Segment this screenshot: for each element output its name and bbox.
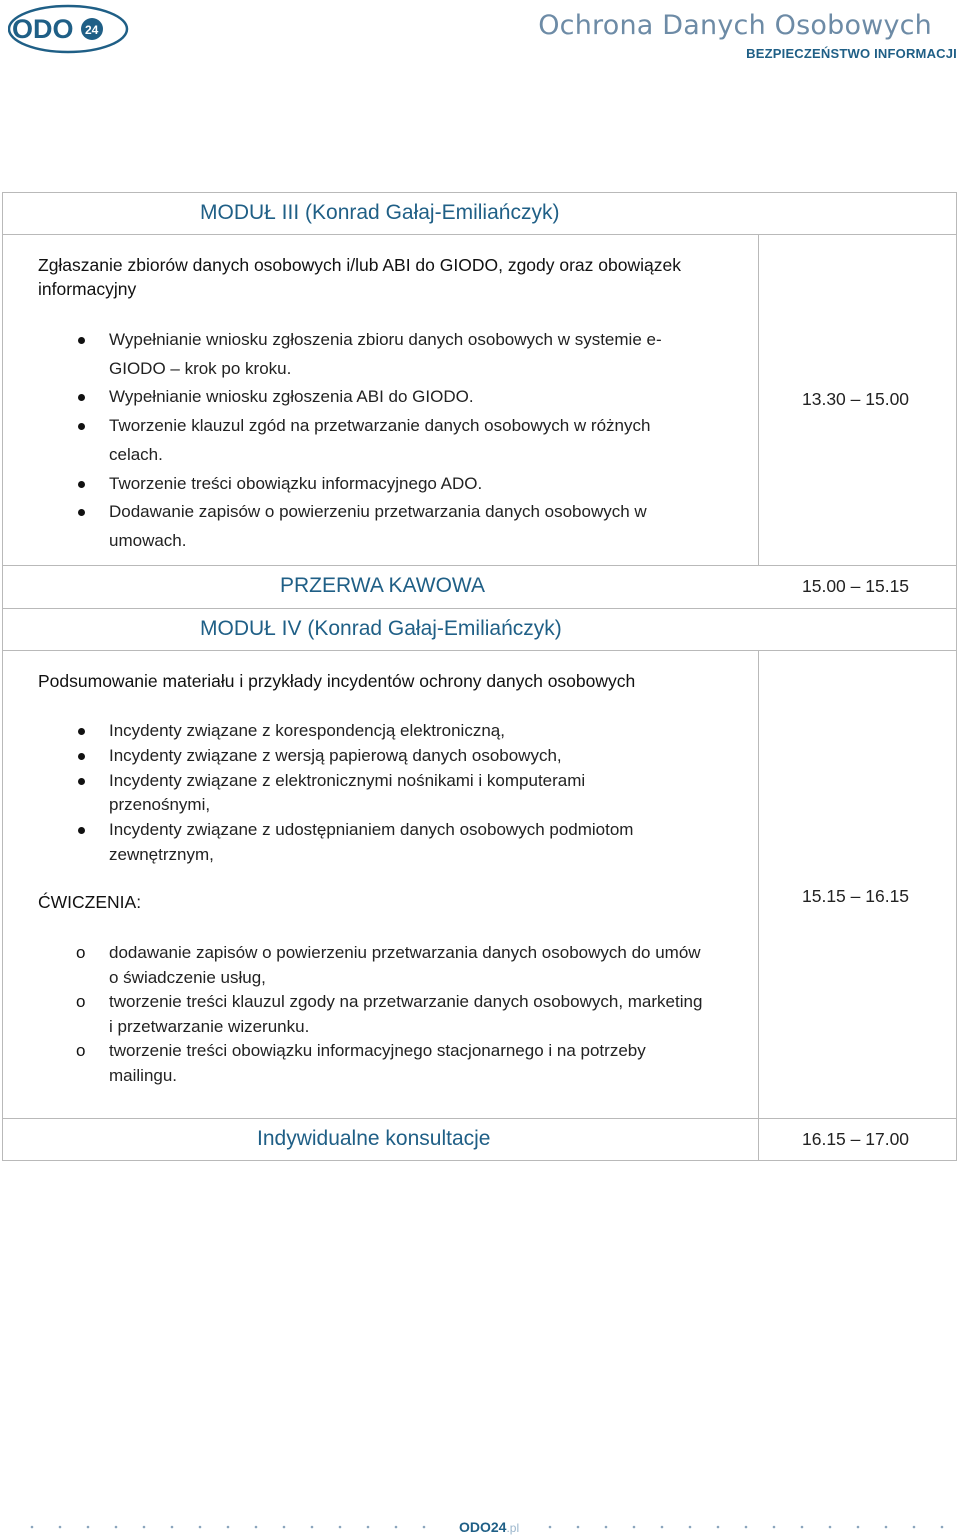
list-item: Incydenty związane z wersją papierową danych osobowych,: [109, 744, 689, 769]
brand-title: Ochrona Danych Osobowych: [538, 10, 932, 41]
module-3-presenter: (Konrad Gałaj-Emiliańczyk): [305, 201, 560, 224]
brand-subtitle: BEZPIECZEŃSTWO INFORMACJI: [746, 46, 957, 61]
list-item: o dodawanie zapisów o powierzeniu przetwarzania danych osobowych do umów o świadczenie usług,: [109, 941, 709, 990]
list-item: Dodawanie zapisów o powierzeniu przetwarzania danych osobowych w umowach.: [109, 498, 699, 555]
consult-time: 16.15 – 17.00: [802, 1129, 910, 1149]
module-4-title: MODUŁ IV: [200, 617, 302, 640]
module-4-list: [109, 719, 689, 868]
list-item: Tworzenie klauzul zgód na przetwarzanie danych osobowych w różnych celach.: [109, 412, 699, 469]
odo24-logo: [8, 4, 130, 54]
svg-text:24: 24: [85, 23, 99, 37]
list-item: o tworzenie treści klauzul zgody na przetwarzanie danych osobowych, marketing i przetwarzanie wizerunku.: [109, 990, 709, 1039]
module-3-time: 13.30 – 15.00: [802, 389, 910, 409]
consult-title: Indywidualne konsultacje: [257, 1127, 491, 1150]
module-4-lead: Podsumowanie materiału i przykłady incydentów ochrony danych osobowych: [38, 671, 636, 691]
break-time: 15.00 – 15.15: [802, 576, 910, 596]
module-3-list: [109, 326, 699, 556]
footer-logo-suffix: .pl: [506, 1521, 520, 1535]
list-item: Incydenty związane z udostępnianiem danych osobowych podmiotom zewnętrznym,: [109, 818, 689, 868]
module-3-title: MODUŁ III: [200, 201, 300, 224]
list-item: Incydenty związane z elektronicznymi nośnikami i komputerami przenośnymi,: [109, 769, 689, 819]
module-4-heading: [200, 617, 562, 641]
break-title: PRZERWA KAWOWA: [280, 574, 485, 597]
list-item: Tworzenie treści obowiązku informacyjnego ADO.: [109, 470, 699, 499]
module-4-time: 15.15 – 16.15: [802, 886, 910, 906]
module-3-heading: [200, 201, 559, 225]
module-4-presenter: (Konrad Gałaj-Emiliańczyk): [307, 617, 562, 640]
list-item: Wypełnianie wniosku zgłoszenia ABI do GIODO.: [109, 383, 699, 412]
exercises-list: [109, 941, 709, 1088]
list-item: Incydenty związane z korespondencją elektroniczną,: [109, 719, 689, 744]
module-3-lead: Zgłaszanie zbiorów danych osobowych i/lub ABI do GIODO, zgody oraz obowiązek informacyjny: [38, 255, 681, 299]
list-item: o tworzenie treści obowiązku informacyjnego stacjonarnego i na potrzeby mailingu.: [109, 1039, 709, 1088]
exercises-label: ĆWICZENIA:: [38, 892, 142, 912]
footer-logo: [459, 1519, 519, 1535]
list-item: Wypełnianie wniosku zgłoszenia zbioru danych osobowych w systemie e-GIODO – krok po kroku.: [109, 326, 699, 383]
footer-logo-main: ODO24: [459, 1519, 507, 1535]
svg-text:ODO: ODO: [12, 14, 74, 44]
